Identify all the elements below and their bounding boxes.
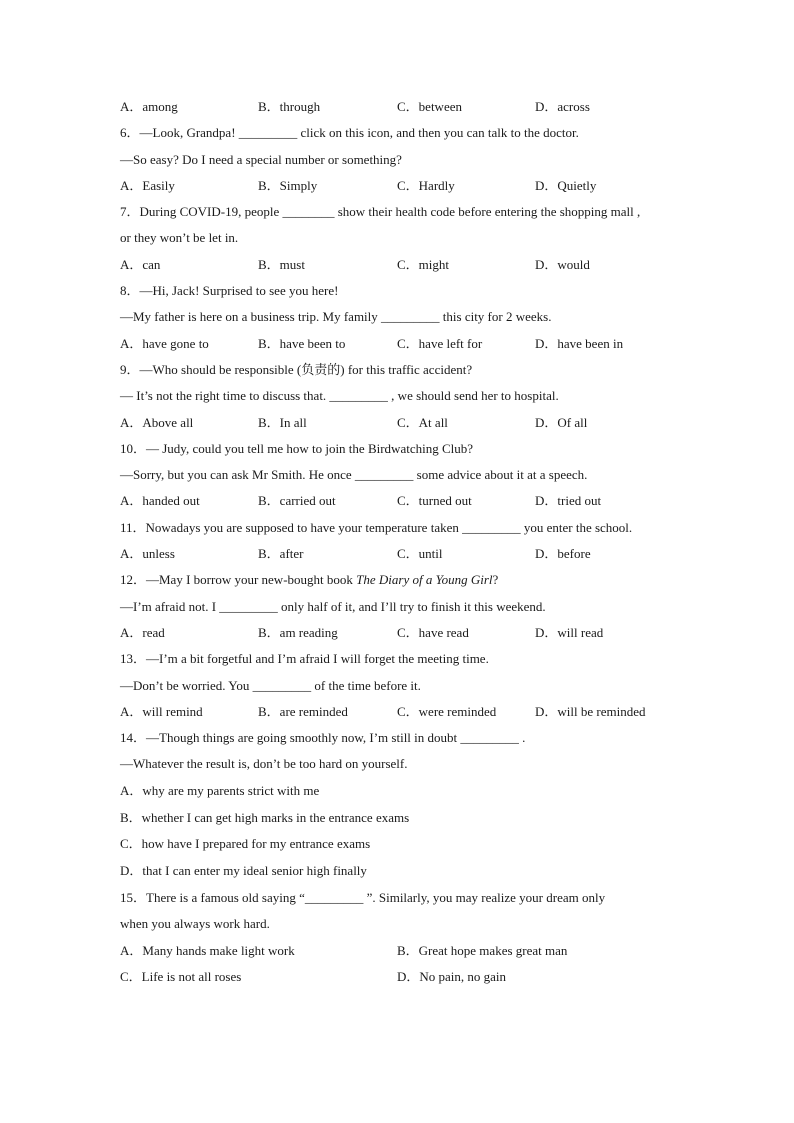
q5-option-a[interactable]: A．among (120, 99, 178, 114)
q10-option-a[interactable]: A．handed out (120, 493, 200, 509)
q12-option-b[interactable]: B．am reading (258, 624, 338, 640)
q5-option-c[interactable]: C．between (397, 99, 462, 114)
q8-option-d[interactable]: D．have been in (535, 335, 624, 351)
q13-option-b[interactable]: B．are reminded (258, 703, 348, 719)
q15-option-c[interactable]: C．Life is not all roses (120, 968, 242, 984)
q6-stem: 6．—Look, Grandpa! _________ click on this icon, and then you can talk to the doctor. (120, 125, 579, 141)
q8-stem: 8．—Hi, Jack! Surprised to see you here! (120, 283, 339, 299)
q9-options (120, 410, 700, 436)
q13-option-d[interactable]: D．will be reminded (535, 703, 646, 719)
q13-stem: 13．—I’m a bit forgetful and I’m afraid I will forget the meeting time. (120, 651, 489, 667)
q8-option-c[interactable]: C．have left for (397, 335, 483, 351)
q6-option-a[interactable]: A．Easily (120, 177, 175, 193)
q6-option-b[interactable]: B．Simply (258, 177, 318, 193)
q8-options (120, 331, 700, 357)
q9-option-b[interactable]: B．In all (258, 414, 307, 430)
q12-book-title: The Diary of a Young Girl (356, 572, 493, 588)
q7-option-b[interactable]: B．must (258, 256, 305, 272)
q12-stem-text: 12．—May I borrow your new-bought book (120, 572, 357, 588)
q10-option-d[interactable]: D．tried out (535, 493, 602, 509)
q5-options (120, 94, 700, 120)
q13-options (120, 699, 700, 725)
q7-options (120, 252, 700, 278)
q7-continuation: or they won’t be let in. (120, 230, 239, 246)
q10-option-c[interactable]: C．turned out (397, 493, 472, 509)
q6-option-d[interactable]: D．Quietly (535, 177, 597, 193)
q12-option-d[interactable]: D．will read (535, 624, 604, 640)
q9-option-d[interactable]: D．Of all (535, 414, 588, 430)
q10-stem: 10．— Judy, could you tell me how to join the Birdwatching Club? (120, 440, 474, 456)
q11-stem: 11．Nowadays you are supposed to have your temperature taken _________ you enter the school. (120, 519, 633, 535)
q10-option-b[interactable]: B．carried out (258, 493, 336, 509)
q5-option-b[interactable]: B．through (258, 99, 321, 114)
q12-option-a[interactable]: A．read (120, 624, 165, 640)
q11-option-d[interactable]: D．before (535, 546, 591, 562)
q8-option-a[interactable]: A．have gone to (120, 335, 209, 351)
q15-options-row2 (120, 964, 700, 990)
q12-reply: —I’m afraid not. I _________ only half of it, and I’ll try to finish it this weekend. (120, 598, 546, 614)
q14-option-c[interactable]: C．how have I prepared for my entrance exams (120, 836, 371, 852)
q7-option-c[interactable]: C．might (397, 256, 450, 272)
q13-option-c[interactable]: C．were reminded (397, 703, 497, 719)
q14-option-a[interactable]: A．why are my parents strict with me (120, 782, 320, 798)
q12-stem-end: ? (492, 572, 499, 588)
q9-option-c[interactable]: C．At all (397, 414, 448, 430)
q15-option-b[interactable]: B．Great hope makes great man (397, 942, 568, 958)
q14-option-d[interactable]: D．that I can enter my ideal senior high finally (120, 863, 367, 879)
q10-reply: —Sorry, but you can ask Mr Smith. He once _________ some advice about it at a speech. (120, 467, 588, 483)
q9-reply: — It’s not the right time to discuss that. _________ , we should send her to hospital. (120, 388, 559, 404)
exam-page (120, 94, 700, 990)
q7-option-a[interactable]: A．can (120, 256, 161, 272)
q8-option-b[interactable]: B．have been to (258, 335, 346, 351)
q12-stem (120, 567, 700, 593)
q11-option-c[interactable]: C．until (397, 546, 443, 562)
q13-reply: —Don’t be worried. You _________ of the time before it. (120, 677, 421, 693)
q9-stem: 9．—Who should be responsible (负责的) for this traffic accident? (120, 361, 473, 377)
q15-stem: 15．There is a famous old saying “_________ ”. Similarly, you may realize your dream only (120, 889, 606, 905)
q11-options (120, 541, 700, 567)
q5-option-d[interactable]: D．across (535, 99, 590, 114)
q12-options (120, 620, 700, 646)
q14-reply: —Whatever the result is, don’t be too hard on yourself. (120, 756, 408, 772)
q6-reply: —So easy? Do I need a special number or something? (120, 151, 402, 167)
q15-option-d[interactable]: D．No pain, no gain (397, 968, 507, 984)
q6-options (120, 173, 700, 199)
q11-option-b[interactable]: B．after (258, 546, 304, 562)
q14-option-b[interactable]: B．whether I can get high marks in the entrance exams (120, 809, 410, 825)
q15-continuation: when you always work hard. (120, 916, 270, 932)
q6-option-c[interactable]: C．Hardly (397, 177, 455, 193)
q7-stem: 7．During COVID-19, people ________ show their health code before entering the shopping mall , (120, 204, 641, 220)
q7-option-d[interactable]: D．would (535, 256, 590, 272)
q14-stem: 14．—Though things are going smoothly now, I’m still in doubt _________ . (120, 730, 526, 746)
q15-option-a[interactable]: A．Many hands make light work (120, 942, 295, 958)
q10-options (120, 488, 700, 514)
q9-option-a[interactable]: A．Above all (120, 414, 194, 430)
q12-option-c[interactable]: C．have read (397, 624, 469, 640)
q13-option-a[interactable]: A．will remind (120, 703, 203, 719)
q15-options-row1 (120, 938, 700, 964)
q8-reply: —My father is here on a business trip. My family _________ this city for 2 weeks. (120, 309, 552, 325)
q11-option-a[interactable]: A．unless (120, 546, 175, 562)
